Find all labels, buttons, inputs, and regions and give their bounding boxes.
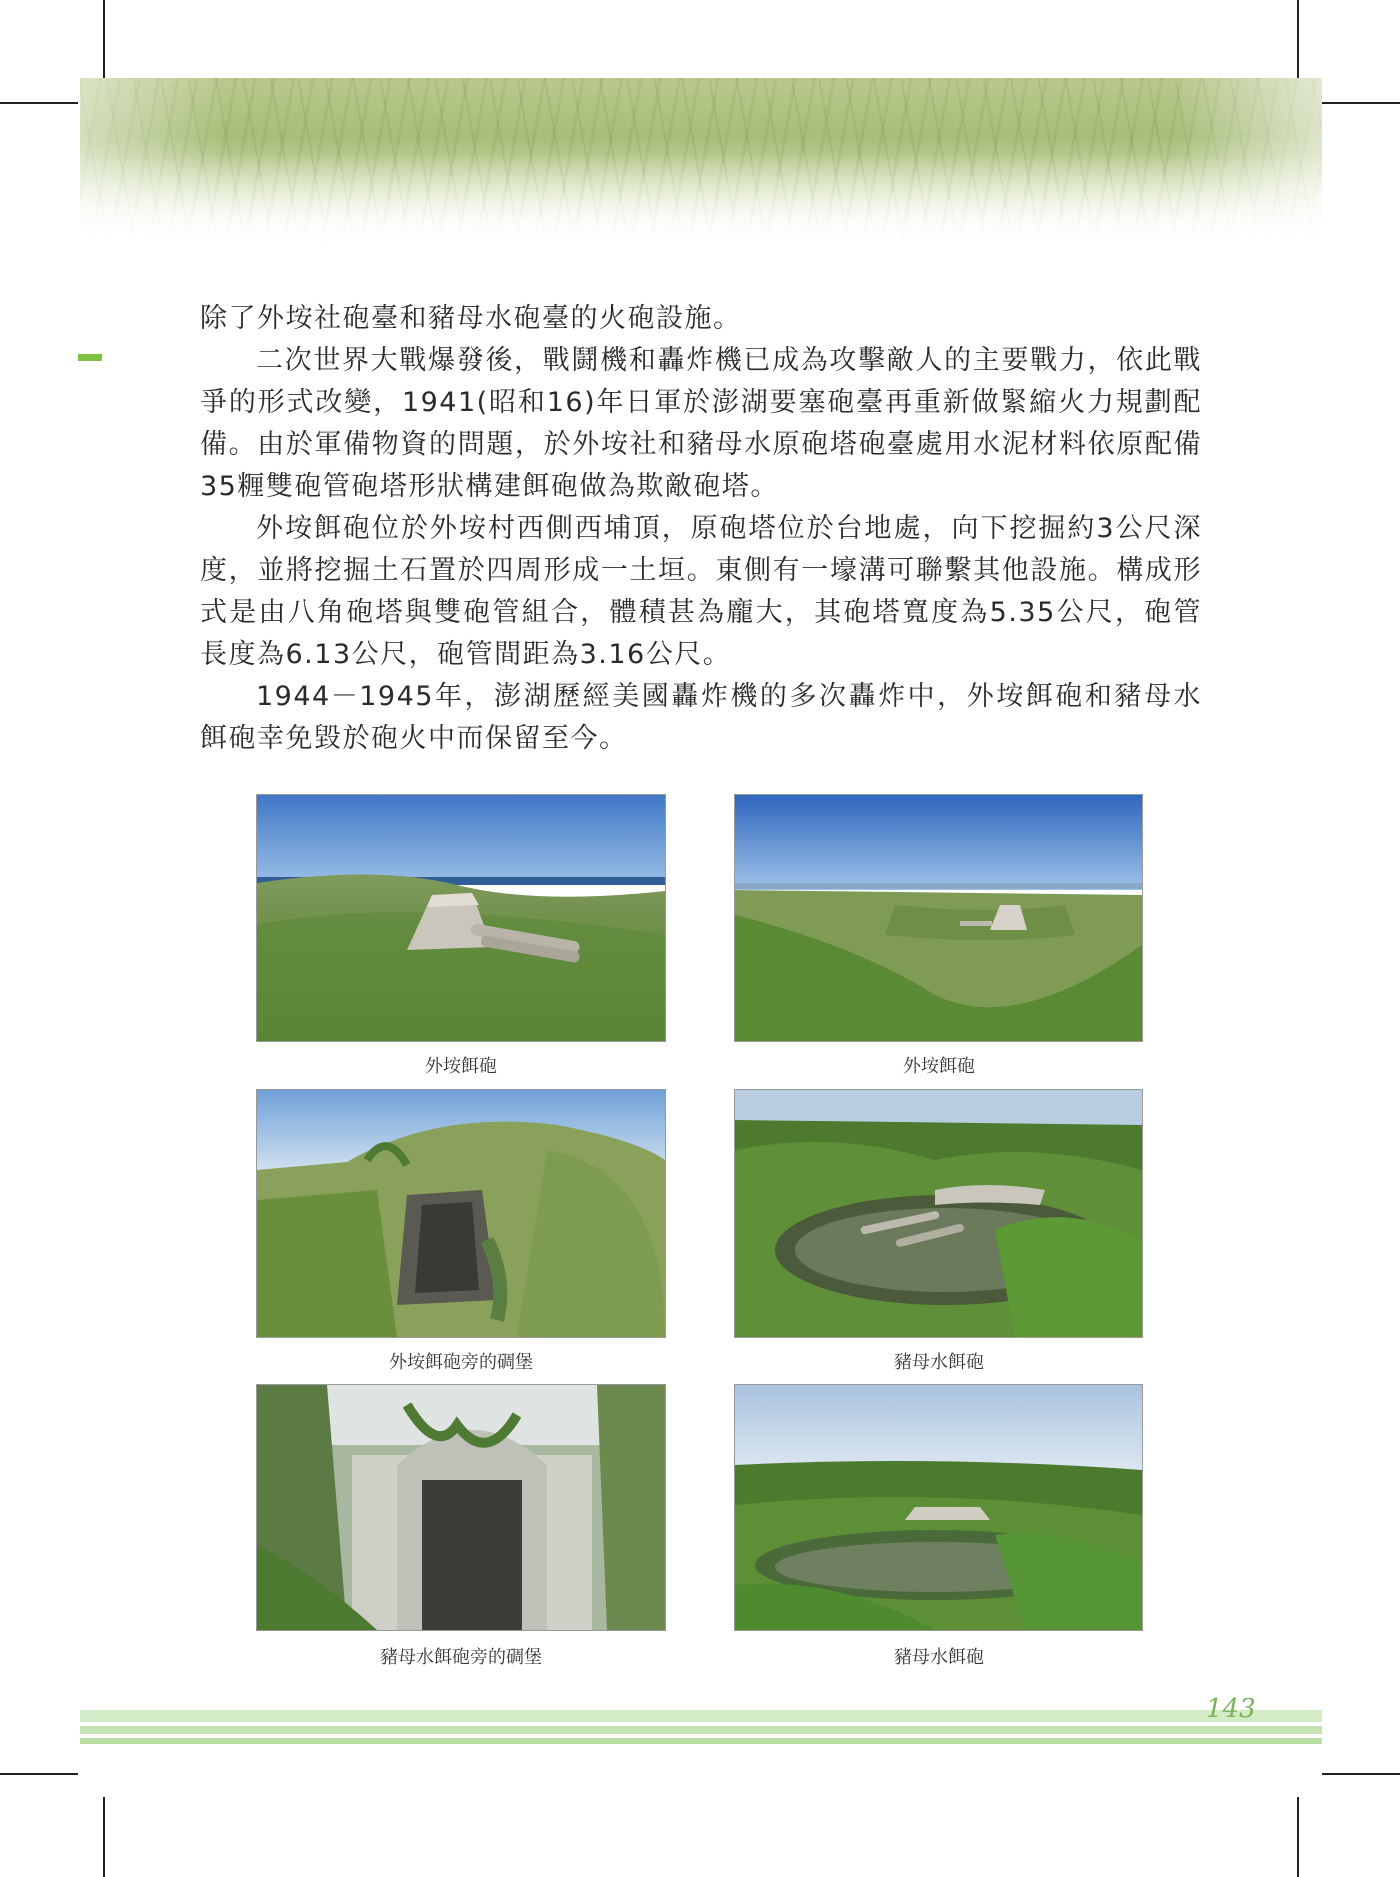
photo-waian-decoy-gun-2 (735, 795, 1142, 1041)
crop-mark-top-right-v (1297, 0, 1299, 78)
photo-caption-5: 豬母水餌砲旁的碉堡 (380, 1647, 542, 1668)
crop-mark-top-left-v (103, 0, 105, 78)
paragraph-3: 外垵餌砲位於外垵村西側西埔頂，原砲塔位於台地處，向下挖掘約3公尺深度，並將挖掘土石置於四周形成一土垣。東側有一壕溝可聯繫其他設施。構成形式是由八角砲塔與雙砲管組合，體積甚為龐大，其砲塔寬度為5.35公尺，砲管長度為6.13公尺，砲管間距為3.16公尺。 (200, 513, 1202, 670)
crop-mark-bottom-right-v (1297, 1797, 1299, 1877)
side-accent-mark (78, 354, 102, 361)
paragraph-1: 除了外垵社砲臺和豬母水砲臺的火砲設施。 (200, 303, 742, 334)
paragraph-2: 二次世界大戰爆發後，戰鬪機和轟炸機已成為攻擊敵人的主要戰力，依此戰爭的形式改變，1941(昭和16)年日軍於澎湖要塞砲臺再重新做緊縮火力規劃配備。由於軍備物資的問題，於外垵社和豬母水原砲塔砲臺處用水泥材料依原配備35糎雙砲管砲塔形狀構建餌砲做為欺敵砲塔。 (200, 345, 1202, 502)
photo-waian-bunker (257, 1090, 665, 1337)
page-number: 143 (1206, 1694, 1256, 1724)
photo-zhumushui-decoy-gun-2 (735, 1385, 1142, 1630)
paragraph-4: 1944－1945年，澎湖歷經美國轟炸機的多次轟炸中，外垵餌砲和豬母水餌砲幸免毀於砲火中而保留至今。 (200, 681, 1202, 754)
photo-caption-3: 外垵餌砲旁的碉堡 (389, 1352, 533, 1373)
photo-caption-4: 豬母水餌砲 (894, 1352, 984, 1373)
header-grass-banner (80, 78, 1322, 246)
crop-mark-bottom-left-v (103, 1797, 105, 1877)
photo-zhumushui-bunker (257, 1385, 665, 1630)
crop-mark-bottom-left-h (0, 1773, 78, 1775)
photo-caption-1: 外垵餌砲 (425, 1056, 497, 1077)
crop-mark-top-right-h (1322, 102, 1400, 104)
photo-caption-6: 豬母水餌砲 (894, 1647, 984, 1668)
photo-zhumushui-decoy-gun-1 (735, 1090, 1142, 1337)
crop-mark-top-left-h (0, 102, 78, 104)
article-body (200, 298, 1202, 760)
crop-mark-bottom-right-h (1322, 1773, 1400, 1775)
footer-stripe-1 (80, 1710, 1322, 1722)
photo-caption-2: 外垵餌砲 (903, 1056, 975, 1077)
footer-stripe-3 (80, 1738, 1322, 1744)
footer-stripe-2 (80, 1726, 1322, 1734)
photo-waian-decoy-gun-1 (257, 795, 665, 1041)
